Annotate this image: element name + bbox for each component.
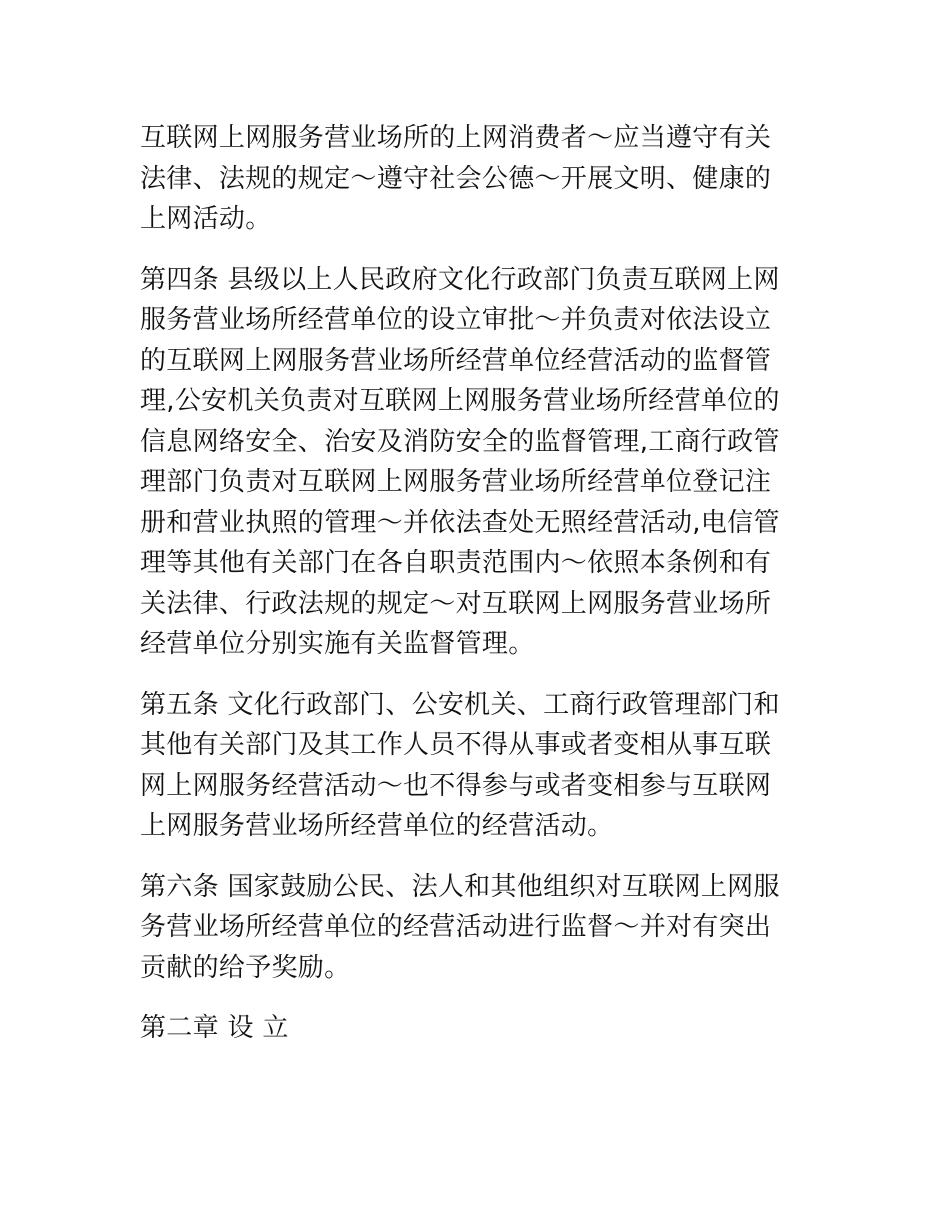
text-line: 理,公安机关负责对互联网上网服务营业场所经营单位的 (140, 386, 780, 416)
document-body (140, 118, 800, 1069)
text-line: 信息网络安全、治安及消防安全的监督管理,工商行政管 (140, 426, 780, 457)
paragraph-article-5 (140, 685, 800, 847)
text-line: 上网活动。 (140, 204, 272, 234)
text-line: 册和营业执照的管理～并依法查处无照经营活动,电信管 (140, 507, 780, 538)
text-line: 理部门负责对互联网上网服务营业场所经营单位登记注 (140, 467, 772, 497)
text-line: 关法律、行政法规的规定～对互联网上网服务营业场所 (140, 588, 772, 619)
text-line: 法律、法规的规定～遵守社会公德～开展文明、健康的 (140, 163, 772, 194)
text-line: 服务营业场所经营单位的设立审批～并负责对依法设立 (140, 305, 772, 335)
text-line: 上网服务营业场所经营单位的经营活动。 (140, 811, 614, 841)
text-line: 务营业场所经营单位的经营活动进行监督～并对有突出 (140, 912, 772, 942)
text-line: 经营单位分别实施有关监督管理。 (140, 629, 535, 659)
text-line: 第六条 国家鼓励公民、法人和其他组织对互联网上网服 (140, 871, 780, 902)
text-line: 的互联网上网服务营业场所经营单位经营活动的监督管 (140, 345, 772, 376)
paragraph-article-4 (140, 260, 800, 665)
text-line: 网上网服务经营活动～也不得参与或者变相参与互联网 (140, 770, 772, 801)
text-line: 其他有关部门及其工作人员不得从事或者变相从事互联 (140, 730, 772, 760)
chapter-heading-text: 第二章 设 立 (140, 1013, 289, 1043)
text-line: 互联网上网服务营业场所的上网消费者～应当遵守有关 (140, 123, 772, 153)
text-line: 贡献的给予奖励。 (140, 952, 351, 983)
chapter-heading (140, 1008, 800, 1049)
text-line: 理等其他有关部门在各自职责范围内～依照本条例和有 (140, 548, 772, 578)
paragraph-article-6 (140, 867, 800, 989)
paragraph-consumer-obligations (140, 118, 800, 240)
text-line: 第五条 文化行政部门、公安机关、工商行政管理部门和 (140, 689, 780, 720)
text-line: 第四条 县级以上人民政府文化行政部门负责互联网上网 (140, 264, 780, 295)
